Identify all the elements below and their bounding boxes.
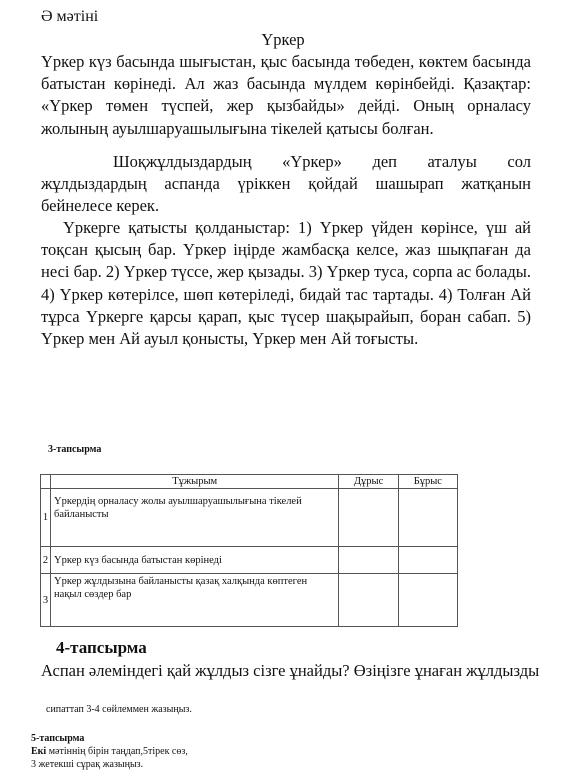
paragraph-1 <box>41 51 531 140</box>
table-row <box>41 489 458 547</box>
row-statement: Үркердің орналасу жолы ауылшаруашылығына тікелей байланысты <box>51 489 339 547</box>
false-answer-cell[interactable] <box>398 489 457 547</box>
row-number: 3 <box>41 574 51 627</box>
task3-title: 3-тапсырма <box>48 444 102 455</box>
task5-line-2: 3 жетекші сұрақ жазыңыз. <box>31 759 144 770</box>
task5-line-1-text: мәтіннің бірін таңдап,5тірек сөз, <box>46 746 188 757</box>
false-answer-cell[interactable] <box>398 574 457 627</box>
section-header: Ә мәтіні <box>41 8 99 25</box>
true-answer-cell[interactable] <box>339 547 398 574</box>
paragraph-3 <box>41 217 531 350</box>
paragraph-text: Шоқжұлдыздардың «Үркер» деп аталуы сол жұлдыздардың аспанда үріккен қойдай шашырап жатқанын бейнелесе керек. <box>41 152 531 216</box>
header-true: Дұрыс <box>339 475 398 489</box>
task4-prompt: Аспан әлеміндегі қай жұлдыз сізге ұнайды? Өзіңізге ұнаған жұлдызды <box>41 661 540 680</box>
task4-title: 4-тапсырма <box>56 638 147 657</box>
table-row <box>41 574 458 627</box>
row-number: 2 <box>41 547 51 574</box>
task4-instruction: сипаттап 3-4 сөйлеммен жазыңыз. <box>46 704 192 715</box>
text-title: Үркер <box>261 30 305 49</box>
paragraph-2 <box>41 151 531 218</box>
task5-bold-word: Екі <box>31 746 47 757</box>
false-answer-cell[interactable] <box>398 547 457 574</box>
header-false: Бұрыс <box>398 475 457 489</box>
task5-title: 5-тапсырма <box>31 733 85 744</box>
table-header-row <box>41 475 458 489</box>
row-number: 1 <box>41 489 51 547</box>
header-statement: Тұжырым <box>51 475 339 489</box>
true-answer-cell[interactable] <box>339 574 398 627</box>
table-row <box>41 547 458 574</box>
true-false-table <box>40 474 458 627</box>
paragraph-text: Үркер күз басында шығыстан, қыс басында төбеден, көктем басында батыстан көрінеді. Ал жаз басында мүлдем көрінбейді. Қазақтар: «Үркер төмен түспей, жер қызбайды» дейді. Оның орналасу жолының ауылшаруашылығына тікелей қатысы болған. <box>41 52 531 138</box>
paragraph-text: Үркерге қатысты қолданыстар: 1) Үркер үйден көрінсе, үш ай тоқсан қысың бар. Үркер іңірде жамбасқа келсе, жаз шықпаған да несі бар. 2) Үркер түссе, жер қызады. 3) Үркер туса, сорпа ас болады. 4) Үркер көтерілсе, шөп көтеріледі, бидай тас тартады. 4) Толған Ай тұрса Үркерге қарсы қарап, қыс түсер шақырайып, боран сабап. 5) Үркер мен Ай ауыл қонысты, Үркер мен Ай тоғысты. <box>41 218 531 349</box>
row-statement: Үркер жұлдызына байланысты қазақ халқында көптеген нақыл сөздер бар <box>51 574 339 627</box>
task5-line-1 <box>31 746 188 757</box>
header-num-cell <box>41 475 51 489</box>
row-statement: Үркер күз басында батыстан көрінеді <box>51 547 339 574</box>
true-answer-cell[interactable] <box>339 489 398 547</box>
